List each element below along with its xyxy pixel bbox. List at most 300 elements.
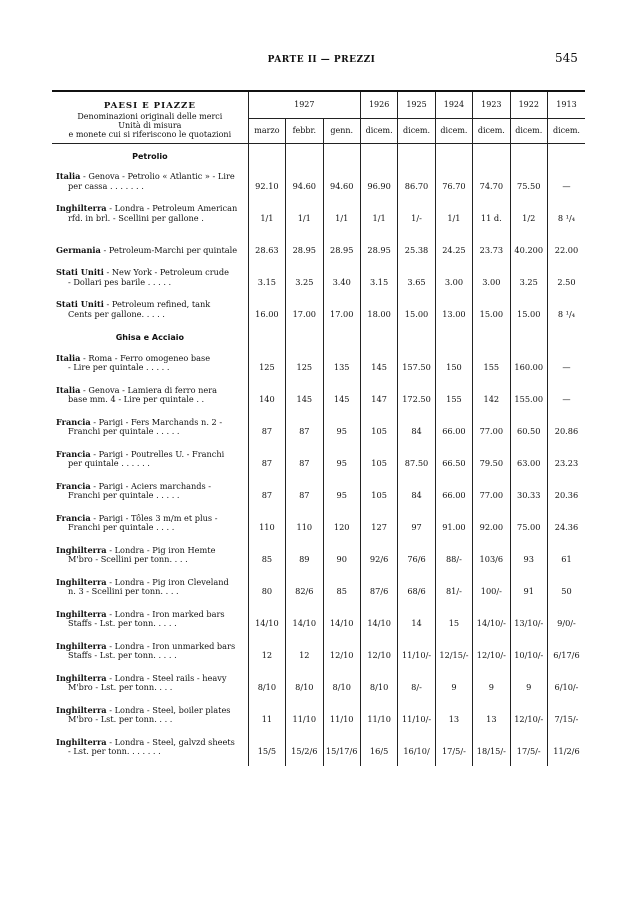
value-cell: 18/15/- — [473, 730, 510, 762]
value-cell: 85 — [323, 570, 360, 602]
table-row — [52, 197, 585, 229]
value-cell: 16/5 — [360, 730, 397, 762]
row-label — [52, 538, 248, 570]
table-row — [52, 474, 585, 506]
value-cell: 12 — [248, 634, 285, 666]
row-country: Inghilterra — [56, 544, 107, 555]
value-cell: 86.70 — [398, 165, 435, 197]
row-desc-line1: - Londra - Petroleum American — [106, 203, 238, 214]
empty-cell — [547, 762, 585, 766]
value-cell: 14 — [398, 602, 435, 634]
value-cell: 92/6 — [360, 538, 397, 570]
section-row — [52, 144, 585, 166]
value-cell: 3.25 — [510, 261, 547, 293]
table-body — [52, 144, 585, 767]
value-cell: 87 — [248, 474, 285, 506]
value-cell: 16/10/ — [398, 730, 435, 762]
value-cell: 12/10 — [360, 634, 397, 666]
value-cell: 135 — [323, 346, 360, 378]
value-cell: 147 — [360, 378, 397, 410]
row-desc-line2: Franchi per quintale . . . . . — [68, 489, 180, 500]
value-cell: 142 — [473, 378, 510, 410]
row-desc-line1: - Roma - Ferro omogeneo base — [80, 352, 211, 363]
table-row — [52, 165, 585, 197]
row-desc-line2: M'bro - Lst. per tonn. . . . — [68, 713, 173, 724]
month-header: dicem. — [398, 119, 435, 144]
value-cell: 97 — [398, 506, 435, 538]
value-cell: 110 — [248, 506, 285, 538]
value-cell: 145 — [323, 378, 360, 410]
row-country: Germania — [56, 244, 101, 255]
value-cell: 60.50 — [510, 410, 547, 442]
value-cell: 77.00 — [473, 410, 510, 442]
value-cell: 13 — [435, 698, 472, 730]
value-cell: 81/- — [435, 570, 472, 602]
value-cell: 94.60 — [286, 165, 323, 197]
table-row — [52, 506, 585, 538]
row-country: Inghilterra — [56, 672, 107, 683]
value-cell: 28.95 — [323, 229, 360, 261]
row-desc-line1: - Londra - Steel rails - heavy — [106, 672, 227, 683]
value-cell: 155 — [473, 346, 510, 378]
value-cell: 9 — [435, 666, 472, 698]
value-cell: 40.200 — [510, 229, 547, 261]
value-cell: 92.10 — [248, 165, 285, 197]
row-desc-line2: - Lst. per tonn. . . . . . . — [68, 745, 161, 756]
value-cell: 18.00 — [360, 293, 397, 325]
row-desc-line2: Cents per gallone. . . . . — [68, 308, 165, 319]
year-header-1922: 1922 — [510, 92, 547, 119]
value-cell: 160.00 — [510, 346, 547, 378]
value-cell: 84 — [398, 474, 435, 506]
value-cell: 105 — [360, 442, 397, 474]
row-country: Italia — [56, 384, 81, 395]
value-cell: 24.36 — [554, 521, 579, 532]
value-cell: 14/10 — [248, 602, 285, 634]
value-cell: 12 — [286, 634, 323, 666]
value-cell: 13 — [473, 698, 510, 730]
value-cell: 88/- — [435, 538, 472, 570]
row-desc-line2: - Dollari pes barile . . . . . — [68, 276, 172, 287]
row-desc-line2: Franchi per quintale . . . . . — [68, 425, 180, 436]
value-cell: 20.86 — [554, 425, 579, 436]
price-table — [52, 90, 585, 766]
table-row — [52, 442, 585, 474]
value-cell: 14/10 — [286, 602, 323, 634]
year-header-1927: 1927 — [248, 92, 360, 119]
value-cell: 15/17/6 — [323, 730, 360, 762]
value-cell: 1/1 — [248, 197, 285, 229]
row-desc-line1: - Parigi - Tôles 3 m/m et plus - — [90, 512, 218, 523]
row-country: Stati Uniti — [56, 267, 104, 278]
column-header-line: Denominazioni originali delle merci — [77, 111, 223, 121]
value-cell: 28.95 — [286, 229, 323, 261]
value-cell: 94.60 — [323, 165, 360, 197]
value-cell: 1/1 — [435, 197, 472, 229]
empty-cell — [248, 144, 285, 166]
value-cell: 95 — [323, 410, 360, 442]
month-header: febbr. — [286, 119, 323, 144]
value-cell: 76.70 — [435, 165, 472, 197]
value-cell: 25.38 — [398, 229, 435, 261]
row-desc-line2: per cassa . . . . . . . — [68, 180, 144, 191]
year-header-1926: 1926 — [360, 92, 397, 119]
value-cell: 1/1 — [323, 197, 360, 229]
value-cell: 15/2/6 — [286, 730, 323, 762]
empty-cell — [286, 762, 323, 766]
value-cell: 30.33 — [510, 474, 547, 506]
value-cell: 23.23 — [554, 457, 579, 468]
value-cell: 23.73 — [473, 229, 510, 261]
month-header: dicem. — [360, 119, 397, 144]
value-cell: 15.00 — [473, 293, 510, 325]
empty-cell — [52, 762, 248, 766]
value-cell: 11 — [248, 698, 285, 730]
row-country: Francia — [56, 480, 91, 491]
value-cell: 2.50 — [557, 276, 576, 287]
value-cell: 11/10 — [323, 698, 360, 730]
value-cell: 7/15/- — [554, 713, 579, 724]
table-row — [52, 346, 585, 378]
value-cell: 87/6 — [360, 570, 397, 602]
value-cell: 87.50 — [398, 442, 435, 474]
row-label — [52, 165, 248, 197]
row-label — [52, 229, 248, 261]
empty-cell — [323, 762, 360, 766]
value-cell: — — [562, 180, 571, 191]
row-country: Francia — [56, 512, 91, 523]
value-cell: 1/- — [398, 197, 435, 229]
value-cell: 1/1 — [360, 197, 397, 229]
value-cell: 6/17/6 — [553, 649, 580, 660]
value-cell: 125 — [248, 346, 285, 378]
value-cell: 12/10/- — [510, 698, 547, 730]
row-country: Francia — [56, 448, 91, 459]
row-desc-line1: - Parigi - Aciers marchands - — [90, 480, 212, 491]
row-desc-line2: Staffs - Lst. per tonn. . . . . — [68, 649, 177, 660]
value-cell: 79.50 — [473, 442, 510, 474]
value-cell: 95 — [323, 442, 360, 474]
empty-cell — [398, 325, 435, 346]
row-country: Inghilterra — [56, 704, 107, 715]
month-header: dicem. — [473, 119, 510, 144]
value-cell: 95 — [323, 474, 360, 506]
row-desc-line1: - Genova - Petrolio « Atlantic » - Lire — [80, 171, 235, 182]
spacer-row — [52, 762, 585, 766]
row-label — [52, 602, 248, 634]
value-cell: 13.00 — [435, 293, 472, 325]
table-row — [52, 538, 585, 570]
value-cell: 24.25 — [435, 229, 472, 261]
value-cell: 3.65 — [398, 261, 435, 293]
row-desc-line2: M'bro - Scellini per tonn. . . . — [68, 553, 188, 564]
empty-cell — [547, 325, 585, 346]
row-label — [52, 474, 248, 506]
row-desc-line1: - Londra - Pig iron Cleveland — [106, 576, 229, 587]
row-desc-line1: - Londra - Steel, galvzd sheets — [106, 736, 235, 747]
row-country: Francia — [56, 416, 91, 427]
value-cell: 66.50 — [435, 442, 472, 474]
section-title: Ghisa e Acciaio — [52, 325, 248, 346]
empty-cell — [286, 144, 323, 166]
value-cell: 17.00 — [323, 293, 360, 325]
value-cell: 3.15 — [248, 261, 285, 293]
value-cell: 92.00 — [473, 506, 510, 538]
value-cell: 145 — [286, 378, 323, 410]
row-label — [52, 293, 248, 325]
value-cell: 120 — [323, 506, 360, 538]
empty-cell — [360, 762, 397, 766]
empty-cell — [248, 325, 285, 346]
year-header-1924: 1924 — [435, 92, 472, 119]
value-cell: 127 — [360, 506, 397, 538]
value-cell: 50 — [561, 585, 572, 596]
column-header-line: e monete cui si riferiscono le quotazioni — [68, 130, 232, 140]
section-row — [52, 325, 585, 346]
table-row — [52, 602, 585, 634]
value-cell: 68/6 — [398, 570, 435, 602]
row-desc-line1: - Parigi - Fers Marchands n. 2 - — [90, 416, 223, 427]
value-cell: 93 — [510, 538, 547, 570]
row-desc-line2: n. 3 - Scellini per tonn. . . . — [68, 585, 179, 596]
value-cell: 28.63 — [248, 229, 285, 261]
row-desc-line2: M'bro - Lst. per tonn. . . . — [68, 681, 173, 692]
row-country: Italia — [56, 171, 81, 182]
value-cell: 75.00 — [510, 506, 547, 538]
row-desc-line1: - Londra - Steel, boiler plates — [106, 704, 231, 715]
row-label — [52, 410, 248, 442]
row-label — [52, 506, 248, 538]
value-cell: 22.00 — [554, 244, 579, 255]
value-cell: 11/10 — [360, 698, 397, 730]
empty-cell — [360, 144, 397, 166]
row-country: Italia — [56, 352, 81, 363]
row-desc-line1: - Londra - Iron marked bars — [106, 608, 225, 619]
value-cell: 96.90 — [360, 165, 397, 197]
empty-cell — [547, 144, 585, 166]
year-header-1913: 1913 — [547, 92, 585, 119]
value-cell: 17/5/- — [510, 730, 547, 762]
value-cell: 105 — [360, 410, 397, 442]
value-cell: 87 — [286, 474, 323, 506]
value-cell: 105 — [360, 474, 397, 506]
table-row — [52, 261, 585, 293]
value-cell: — — [562, 393, 571, 404]
table-row — [52, 293, 585, 325]
value-cell: 13/10/- — [510, 602, 547, 634]
row-label — [52, 570, 248, 602]
value-cell: 20.36 — [554, 489, 579, 500]
value-cell: 3.00 — [435, 261, 472, 293]
row-desc-line2: Franchi per quintale . . . . — [68, 521, 175, 532]
table-row — [52, 570, 585, 602]
row-label — [52, 730, 248, 762]
value-cell: 14/10 — [360, 602, 397, 634]
value-cell: 8 ¹/₄ — [557, 212, 576, 223]
month-header: dicem. — [510, 119, 547, 144]
value-cell: 8/10 — [248, 666, 285, 698]
value-cell: 157.50 — [398, 346, 435, 378]
table-row — [52, 229, 585, 261]
row-label — [52, 261, 248, 293]
empty-cell — [360, 325, 397, 346]
value-cell: 17/5/- — [435, 730, 472, 762]
row-desc-line1: - Genova - Lamiera di ferro nera — [80, 384, 218, 395]
empty-cell — [435, 325, 472, 346]
value-cell: 77.00 — [473, 474, 510, 506]
value-cell: 12/15/- — [435, 634, 472, 666]
year-header-1923: 1923 — [473, 92, 510, 119]
value-cell: 3.40 — [323, 261, 360, 293]
value-cell: 9 — [510, 666, 547, 698]
value-cell: 87 — [286, 410, 323, 442]
value-cell: 84 — [398, 410, 435, 442]
value-cell: 9 — [473, 666, 510, 698]
table-row — [52, 666, 585, 698]
row-label — [52, 197, 248, 229]
value-cell: 66.00 — [435, 410, 472, 442]
empty-cell — [473, 325, 510, 346]
value-cell: 15.00 — [398, 293, 435, 325]
value-cell: — — [562, 361, 571, 372]
row-country: Inghilterra — [56, 576, 107, 587]
row-desc-line1: - Parigi - Poutrelles U. - Franchi — [90, 448, 225, 459]
row-desc-line2: Staffs - Lst. per tonn. . . . . — [68, 617, 177, 628]
row-desc-line1: - Londra - Iron unmarked bars — [106, 640, 236, 651]
value-cell: 8/- — [398, 666, 435, 698]
row-label — [52, 442, 248, 474]
row-desc-line1: - Londra - Pig iron Hemte — [106, 544, 216, 555]
value-cell: 11 d. — [473, 197, 510, 229]
value-cell: 74.70 — [473, 165, 510, 197]
value-cell: 85 — [248, 538, 285, 570]
column-header-title: PAESI E PIAZZE — [103, 101, 196, 111]
row-desc-line2: base mm. 4 - Lire per quintale . . — [68, 393, 205, 404]
value-cell: 155.00 — [510, 378, 547, 410]
value-cell: 11/2/6 — [553, 745, 580, 756]
empty-cell — [435, 762, 472, 766]
value-cell: 10/10/- — [510, 634, 547, 666]
empty-cell — [248, 762, 285, 766]
value-cell: 76/6 — [398, 538, 435, 570]
value-cell: 66.00 — [435, 474, 472, 506]
value-cell: 11/10 — [286, 698, 323, 730]
value-cell: 103/6 — [473, 538, 510, 570]
value-cell: 1/2 — [510, 197, 547, 229]
column-header-countries — [52, 92, 248, 144]
value-cell: 3.00 — [473, 261, 510, 293]
value-cell: 6/10/- — [554, 681, 579, 692]
value-cell: 28.95 — [360, 229, 397, 261]
running-header: PARTE II — PREZZI — [267, 55, 376, 65]
value-cell: 145 — [360, 346, 397, 378]
empty-cell — [510, 144, 547, 166]
row-label — [52, 378, 248, 410]
empty-cell — [510, 325, 547, 346]
value-cell: 14/10/- — [473, 602, 510, 634]
value-cell: 75.50 — [510, 165, 547, 197]
table-row — [52, 378, 585, 410]
row-country: Stati Uniti — [56, 299, 104, 310]
value-cell: 80 — [248, 570, 285, 602]
month-header: marzo — [248, 119, 285, 144]
value-cell: 110 — [286, 506, 323, 538]
month-header: genn. — [323, 119, 360, 144]
row-label — [52, 346, 248, 378]
value-cell: 3.25 — [286, 261, 323, 293]
table-row — [52, 730, 585, 762]
row-desc-line2: per quintale . . . . . . — [68, 457, 150, 468]
value-cell: 155 — [435, 378, 472, 410]
month-header: dicem. — [435, 119, 472, 144]
table-row — [52, 698, 585, 730]
empty-cell — [473, 144, 510, 166]
row-country: Inghilterra — [56, 736, 107, 747]
value-cell: 125 — [286, 346, 323, 378]
year-header-1925: 1925 — [398, 92, 435, 119]
row-desc-line2: rfd. in brl. - Scellini per gallone . — [68, 212, 204, 223]
value-cell: 8/10 — [360, 666, 397, 698]
value-cell: 8 ¹/₄ — [557, 308, 576, 319]
row-country: Inghilterra — [56, 608, 107, 619]
page-number: 545 — [555, 51, 578, 65]
value-cell: 87 — [248, 442, 285, 474]
row-desc-line1: - Petroleum-Marchi per quintale — [100, 244, 238, 255]
empty-cell — [398, 144, 435, 166]
value-cell: 12/10/- — [473, 634, 510, 666]
value-cell: 63.00 — [510, 442, 547, 474]
value-cell: 100/- — [473, 570, 510, 602]
value-cell: 150 — [435, 346, 472, 378]
row-label — [52, 698, 248, 730]
row-country: Inghilterra — [56, 203, 107, 214]
empty-cell — [323, 144, 360, 166]
value-cell: 82/6 — [286, 570, 323, 602]
value-cell: 8/10 — [323, 666, 360, 698]
value-cell: 12/10 — [323, 634, 360, 666]
table-row — [52, 410, 585, 442]
section-title: Petrolio — [52, 144, 248, 166]
value-cell: 172.50 — [398, 378, 435, 410]
value-cell: 9/0/- — [557, 617, 576, 628]
empty-cell — [435, 144, 472, 166]
empty-cell — [510, 762, 547, 766]
value-cell: 15 — [435, 602, 472, 634]
table-row — [52, 634, 585, 666]
value-cell: 8/10 — [286, 666, 323, 698]
row-label — [52, 634, 248, 666]
value-cell: 15/5 — [248, 730, 285, 762]
value-cell: 3.15 — [360, 261, 397, 293]
value-cell: 87 — [248, 410, 285, 442]
value-cell: 17.00 — [286, 293, 323, 325]
month-header: dicem. — [547, 119, 585, 144]
value-cell: 14/10 — [323, 602, 360, 634]
value-cell: 90 — [323, 538, 360, 570]
value-cell: 89 — [286, 538, 323, 570]
value-cell: 16.00 — [248, 293, 285, 325]
row-desc-line1: - New York - Petroleum crude — [103, 267, 229, 278]
value-cell: 87 — [286, 442, 323, 474]
row-desc-line2: - Lire per quintale . . . . . — [68, 361, 170, 372]
empty-cell — [286, 325, 323, 346]
empty-cell — [323, 325, 360, 346]
value-cell: 91.00 — [435, 506, 472, 538]
empty-cell — [473, 762, 510, 766]
value-cell: 11/10/- — [398, 634, 435, 666]
value-cell: 140 — [248, 378, 285, 410]
row-label — [52, 666, 248, 698]
